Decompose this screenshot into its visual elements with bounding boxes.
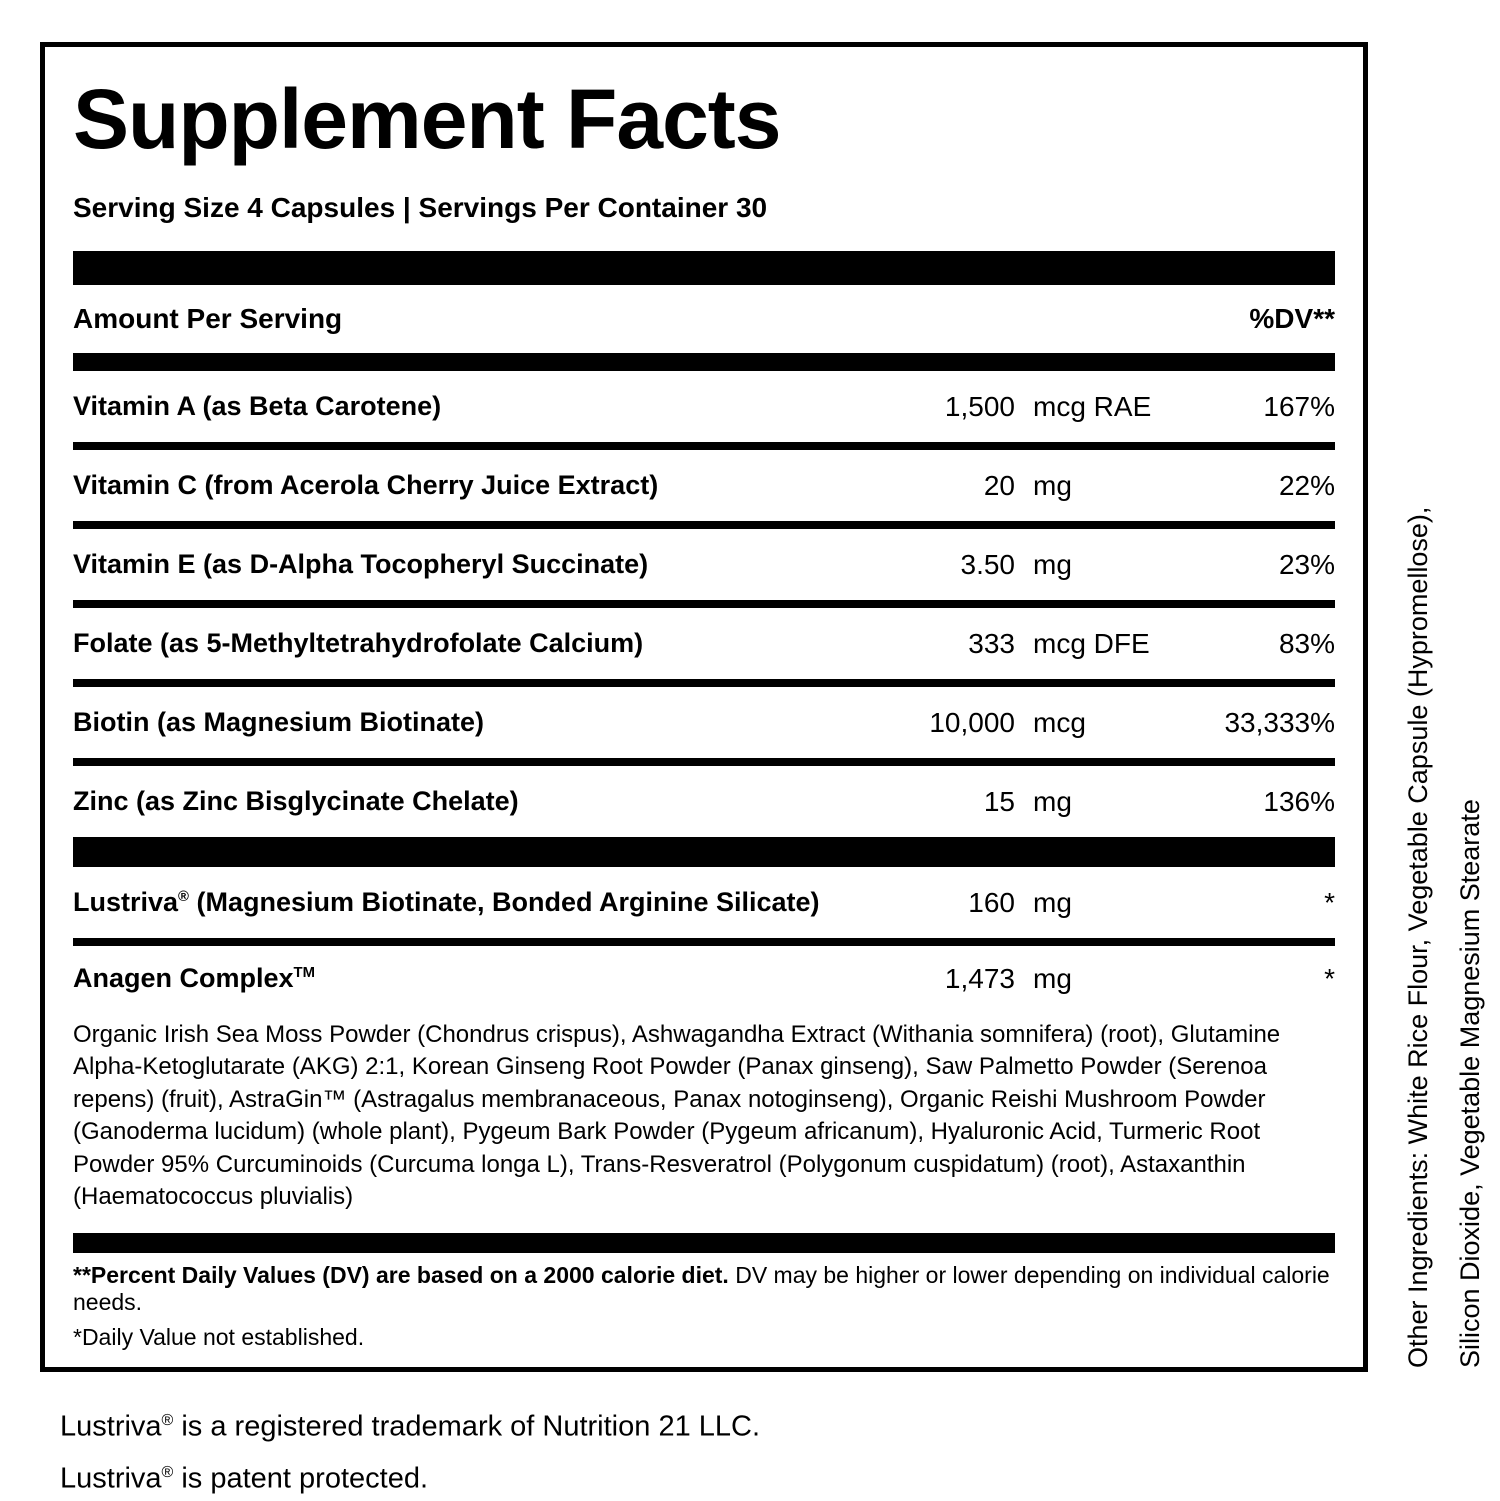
blend-unit: mg <box>1033 962 1072 994</box>
supplement-facts-panel <box>40 42 1368 1372</box>
nutrient-amount: 15 <box>983 785 1015 817</box>
panel-title: Supplement Facts <box>73 72 781 166</box>
table-row-biotin <box>73 687 1335 758</box>
nutrient-dv: 33,333% <box>1224 706 1335 738</box>
divider-bar-footnotes <box>73 1233 1335 1253</box>
row-divider <box>73 938 1335 946</box>
nutrient-unit: mcg <box>1033 706 1086 738</box>
nutrient-amount: 10,000 <box>929 706 1015 738</box>
percent-dv-footnote-rest: DV may be higher or lower depending on individual calorie needs. <box>73 1262 1330 1316</box>
percent-dv-footnote <box>73 1262 1335 1316</box>
trademark-note-text: is patent protected. <box>173 1462 429 1495</box>
registered-trademark-symbol: ® <box>161 1412 174 1429</box>
amount-per-serving-header: Amount Per Serving <box>73 303 343 334</box>
blend-dv: * <box>1324 962 1335 994</box>
nutrient-unit: mg <box>1033 785 1072 817</box>
row-divider <box>73 679 1335 687</box>
table-header-row <box>73 285 1335 353</box>
nutrient-unit: mg <box>1033 548 1072 580</box>
nutrient-unit: mcg DFE <box>1033 627 1150 659</box>
blend-name <box>73 887 885 918</box>
other-ingredients-line-2: Silicon Dioxide, Vegetable Magnesium Stearate <box>1455 799 1485 1368</box>
nutrient-dv: 167% <box>1263 390 1335 422</box>
divider-bar-blends <box>73 837 1335 867</box>
nutrient-amount: 3.50 <box>960 548 1015 580</box>
percent-dv-footnote-bold: **Percent Daily Values (DV) are based on a 2000 calorie diet. <box>73 1262 729 1289</box>
nutrient-amount: 20 <box>983 469 1015 501</box>
table-row-zinc <box>73 766 1335 837</box>
table-row-lustriva <box>73 867 1335 938</box>
row-divider <box>73 442 1335 450</box>
registered-trademark-symbol: ® <box>161 1463 174 1481</box>
table-row-vitamin-a <box>73 371 1335 442</box>
brand-name: Lustriva <box>60 1410 162 1443</box>
blend-unit: mg <box>1033 886 1072 918</box>
row-divider <box>73 521 1335 529</box>
other-ingredients-line-1: Other Ingredients: White Rice Flour, Vegetable Capsule (Hypromellose), <box>1403 506 1433 1368</box>
blend-dv: * <box>1324 886 1335 918</box>
nutrient-unit: mg <box>1033 469 1072 501</box>
nutrient-name: Folate (as 5-Methyltetrahydrofolate Calcium) <box>73 628 644 658</box>
other-ingredients-sidebar <box>1392 368 1496 1368</box>
registered-trademark-symbol: ® <box>178 889 189 905</box>
nutrient-unit: mcg RAE <box>1033 390 1152 422</box>
divider-bar-top <box>73 251 1335 285</box>
blend-amount: 160 <box>968 886 1015 918</box>
blend-name-base: Anagen Complex <box>73 963 294 993</box>
trademark-note-patent <box>60 1450 760 1501</box>
nutrient-dv: 83% <box>1278 627 1335 659</box>
table-row-vitamin-e <box>73 529 1335 600</box>
nutrient-name: Vitamin E (as D-Alpha Tocopheryl Succinate) <box>73 549 649 579</box>
nutrient-dv: 22% <box>1278 469 1335 501</box>
blend-name-rest: (Magnesium Biotinate, Bonded Arginine Silicate) <box>188 887 820 917</box>
table-row-vitamin-c <box>73 450 1335 521</box>
row-divider <box>73 758 1335 766</box>
nutrient-name: Vitamin A (as Beta Carotene) <box>73 391 442 421</box>
nutrient-amount: 1,500 <box>944 390 1015 422</box>
nutrient-name: Biotin (as Magnesium Biotinate) <box>73 707 485 737</box>
nutrient-name: Zinc (as Zinc Bisglycinate Chelate) <box>73 786 519 816</box>
divider-bar-header <box>73 353 1335 371</box>
table-row-folate <box>73 608 1335 679</box>
trademark-symbol: TM <box>293 965 315 981</box>
trademark-note-registered <box>60 1398 760 1450</box>
serving-info: Serving Size 4 Capsules | Servings Per Container 30 <box>73 192 768 223</box>
nutrient-dv: 23% <box>1278 548 1335 580</box>
nutrient-name: Vitamin C (from Acerola Cherry Juice Extract) <box>73 470 659 500</box>
trademark-notes <box>60 1398 760 1501</box>
trademark-note-text: is a registered trademark of Nutrition 21 LLC. <box>173 1410 761 1443</box>
percent-dv-header: %DV** <box>1249 303 1335 334</box>
table-row-anagen-complex <box>73 946 1335 1011</box>
blend-name-base: Lustriva <box>73 887 179 917</box>
brand-name: Lustriva <box>60 1462 162 1495</box>
nutrient-dv: 136% <box>1263 785 1335 817</box>
anagen-complex-ingredients: Organic Irish Sea Moss Powder (Chondrus crispus), Ashwagandha Extract (Withania somnifera) (root), Glutamine Alpha-Ketoglutarate (AKG) 2:1, Korean Ginseng Root Powder (Panax ginseng), Saw Palmetto Powder (Serenoa repens) (fruit), AstraGin™ (Astragalus membranaceous, Panax notoginseng), Organic Reishi Mushroom Powder (Ganoderma lucidum) (whole plant), Pygeum Bark Powder (Pygeum africanum), Hyaluronic Acid, Turmeric Root Powder 95% Curcuminoids (Curcuma longa L), Trans-Resveratrol (Polygonum cuspidatum) (root), Astaxanthin (Haematococcus pluvialis) <box>73 1021 1281 1211</box>
blend-name <box>73 963 885 994</box>
daily-value-footnote: *Daily Value not established. <box>73 1324 365 1351</box>
row-divider <box>73 600 1335 608</box>
nutrient-amount: 333 <box>968 627 1015 659</box>
blend-amount: 1,473 <box>944 962 1015 994</box>
